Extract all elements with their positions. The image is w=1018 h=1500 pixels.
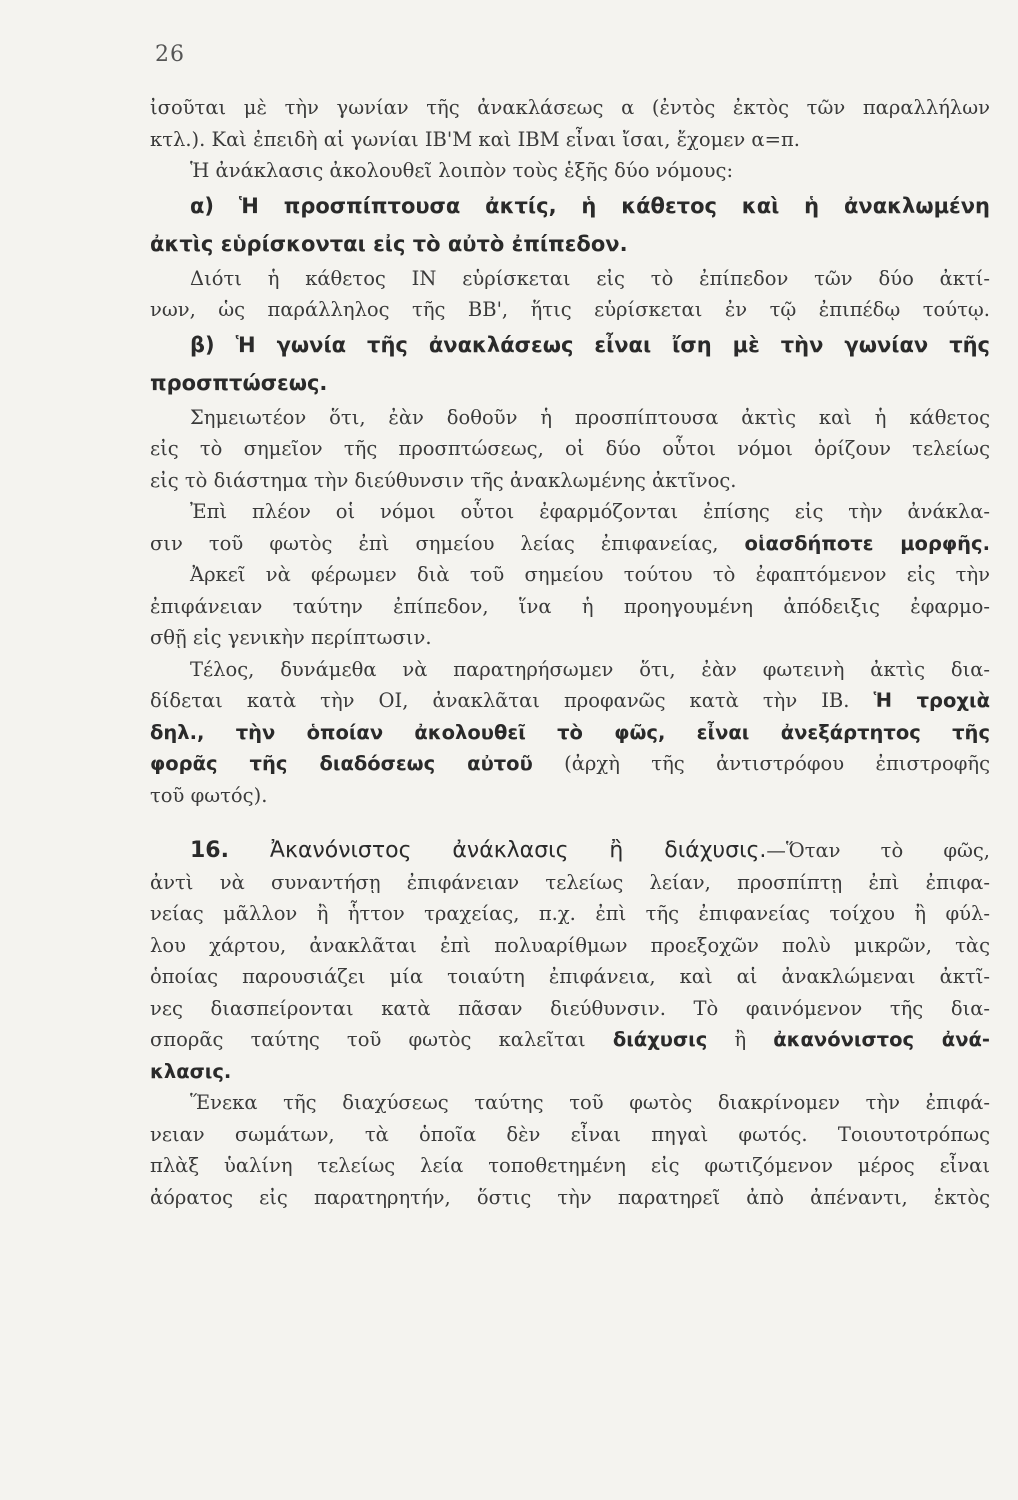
page-number: 26 [155,42,185,67]
bold-line: δηλ., τὴν ὁποίαν ἀκολουθεῖ τὸ φῶς, εἶναι ἀνεξάρτητος τῆς [150,720,990,744]
text-span: σπορᾶς ταύτης τοῦ φωτὸς καλεῖται [150,1028,613,1051]
law-heading: β) Ἡ γωνία τῆς ἀνακλάσεως εἶναι ἴση μὲ τὴν γωνίαν τῆς [190,332,990,357]
bold-phrase: φορᾶς τῆς διαδόσεως αὐτοῦ [150,752,533,775]
text-line: Ἀρκεῖ νὰ φέρωμεν διὰ τοῦ σημείου τούτου τὸ ἐφαπτόμενον εἰς τὴν [190,563,990,586]
text-line: Ἡ ἀνάκλασις ἀκολουθεῖ λοιπὸν τοὺς ἑξῆς δύο νόμους: [190,159,734,182]
text-span: σιν τοῦ φωτὸς ἐπὶ σημείου λείας ἐπιφανείας, [150,531,745,555]
bold-phrase: οἱασδήποτε μορφῆς. [744,531,991,555]
text-line: Ἕνεκα τῆς διαχύσεως ταύτης τοῦ φωτὸς διακρίνομεν τὴν ἐπιφά- [190,1091,990,1114]
text-line [150,685,990,717]
text-line: εἰς τὸ σημεῖον τῆς προσπτώσεως, οἱ δύο οὗτοι νόμοι ὁρίζουν τελείως [150,437,990,460]
text-line: ἀντὶ νὰ συναντήσῃ ἐπιφάνειαν τελείως λείαν, προσπίπτῃ ἐπὶ ἐπιφα- [150,870,990,894]
section-heading [190,838,766,863]
section-title: Ἀκανόνιστος ἀνάκλασις ἢ διάχυσις. [269,838,767,863]
text-span: ἢ [707,1028,774,1051]
law-heading: προσπτώσεως. [150,370,328,395]
section-gap [150,811,990,835]
text-span: —Ὅταν τὸ φῶς, [766,839,990,862]
law-heading: ἀκτὶς εὑρίσκονται εἰς τὸ αὐτὸ ἐπίπεδον. [150,231,628,256]
text-line: λου χάρτου, ἀνακλᾶται ἐπὶ πολυαρίθμων προεξοχῶν πολὺ μικρῶν, τὰς [150,933,990,957]
text-line [150,528,990,560]
text-line: ἀόρατος εἰς παρατηρητήν, ὅστις τὴν παρατηρεῖ ἀπὸ ἀπέναντι, ἐκτὸς [150,1185,990,1209]
page-body [150,92,990,1213]
text-line: Τέλος, δυνάμεθα νὰ παρατηρήσωμεν ὅτι, ἐὰν φωτεινὴ ἀκτὶς δια- [190,657,990,681]
text-line: σθῇ εἰς γενικὴν περίπτωσιν. [150,626,432,649]
text-line: πλὰξ ὑαλίνη τελείως λεία τοποθετημένη εἰς φωτιζόμενον μέρος εἶναι [150,1154,990,1177]
text-line: κτλ.). Καὶ ἐπειδὴ αἱ γωνίαι ΙΒ'Μ καὶ ΙΒΜ εἶναι ἴσαι, ἔχομεν α=π. [150,127,800,151]
bold-term: ἀκανόνιστος ἀνά- [773,1028,990,1051]
text-line: νων, ὡς παράλληλος τῆς ΒΒ', ἥτις εὑρίσκεται ἐν τῷ ἐπιπέδῳ τούτῳ. [150,298,990,321]
text-line: ἰσοῦται μὲ τὴν γωνίαν τῆς ἀνακλάσεως α (ἐντὸς ἐκτὸς τῶν παραλλήλων [150,96,990,119]
bold-term: διάχυσις [612,1028,708,1051]
section-heading-line [150,835,990,867]
text-line [150,1024,990,1056]
bold-phrase: Ἡ τροχιὰ [873,689,990,712]
text-line: νείας μᾶλλον ἢ ἧττον τραχείας, π.χ. ἐπὶ τῆς ἐπιφανείας τοίχου ἢ φύλ- [150,902,990,925]
text-line: Ἐπὶ πλέον οἱ νόμοι οὗτοι ἐφαρμόζονται ἐπίσης εἰς τὴν ἀνάκλα- [190,500,990,523]
text-line: τοῦ φωτός). [150,783,268,807]
text-line: ἐπιφάνειαν ταύτην ἐπίπεδον, ἵνα ἡ προηγουμένη ἀπόδειξις ἐφαρμο- [150,594,990,618]
text-line: νειαν σωμάτων, τὰ ὁποῖα δὲν εἶναι πηγαὶ φωτός. Τοιουτοτρόπως [150,1122,990,1146]
text-line: Σημειωτέον ὅτι, ἐὰν δοθοῦν ἡ προσπίπτουσα ἀκτὶς καὶ ἡ κάθετος [190,405,990,429]
law-heading: α) Ἡ προσπίπτουσα ἀκτίς, ἡ κάθετος καὶ ἡ ἀνακλωμένη [190,193,990,218]
text-line: Διότι ἡ κάθετος ΙΝ εὑρίσκεται εἰς τὸ ἐπίπεδον τῶν δύο ἀκτί- [190,266,990,290]
text-line: νες διασπείρονται κατὰ πᾶσαν διεύθυνσιν. Τὸ φαινόμενον τῆς δια- [150,996,990,1020]
text-line: ὁποίας παρουσιάζει μία τοιαύτη ἐπιφάνεια, καὶ αἱ ἀνακλώμεναι ἀκτῖ- [150,965,990,988]
text-line [150,748,990,780]
text-span: δίδεται κατὰ τὴν ΟΙ, ἀνακλᾶται προφανῶς κατὰ τὴν ΙΒ. [150,689,874,712]
text-span: (ἀρχὴ τῆς ἀντιστρόφου ἐπιστροφῆς [532,752,990,775]
bold-line: κλασις. [150,1059,232,1083]
text-line: εἰς τὸ διάστημα τὴν διεύθυνσιν τῆς ἀνακλωμένης ἀκτῖνος. [150,468,737,492]
section-number: 16. [190,838,229,863]
